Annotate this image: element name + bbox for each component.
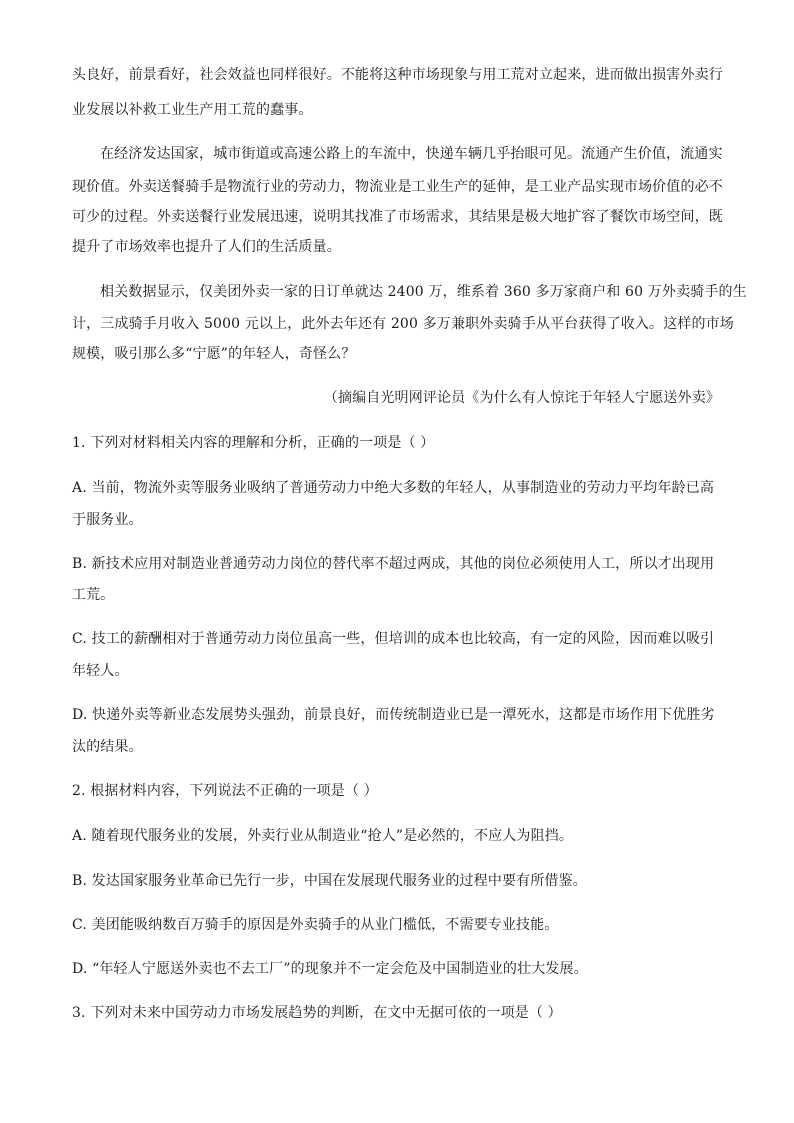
question-1-option-b-line-1: B. 新技术应用对制造业普通劳动力岗位的替代率不超过两成，其他的岗位必须使用人工，所以才出现用 bbox=[72, 556, 715, 572]
question-2-option-c: C. 美团能吸纳数百万骑手的原因是外卖骑手的从业门槛低，不需要专业技能。 bbox=[72, 917, 559, 933]
question-1-option-d-line-2: 汰的结果。 bbox=[72, 739, 143, 755]
paragraph-2-line-4: 提升了市场效率也提升了人们的生活质量。 bbox=[72, 239, 341, 255]
question-1-option-d-line-1: D. 快递外卖等新业态发展势头强劲，前景良好，而传统制造业已是一潭死水，这都是市场作用下优胜劣 bbox=[72, 707, 715, 723]
question-2-option-a: A. 随着现代服务业的发展，外卖行业从制造业“抢人”是必然的，不应人为阻挡。 bbox=[72, 828, 574, 844]
paragraph-3-line-3: 规模，吸引那么多“宁愿”的年轻人，奇怪么？ bbox=[72, 346, 356, 362]
paragraph-2-line-1: 在经济发达国家，城市街道或高速公路上的车流中，快递车辆几乎抬眼可见。流通产生价值，流通实 bbox=[100, 146, 723, 162]
question-1-option-a-line-1: A. 当前，物流外卖等服务业吸纳了普通劳动力中绝大多数的年轻人，从事制造业的劳动力平均年龄已高 bbox=[72, 480, 715, 496]
question-1-option-c-line-1: C. 技工的薪酬相对于普通劳动力岗位虽高一些，但培训的成本也比较高，有一定的风险，因而难以吸引 bbox=[72, 631, 715, 647]
question-2-stem: 2. 根据材料内容，下列说法不正确的一项是（ ） bbox=[72, 783, 378, 799]
question-2-option-b: B. 发达国家服务业革命已先行一步，中国在发展现代服务业的过程中要有所借鉴。 bbox=[72, 873, 587, 889]
paragraph-2-line-3: 可少的过程。外卖送餐行业发展迅速，说明其找准了市场需求，其结果是极大地扩容了餐饮市场空间，既 bbox=[72, 209, 723, 225]
question-1-option-a-line-2: 于服务业。 bbox=[72, 512, 143, 528]
paragraph-3-line-2: 计，三成骑手月收入 5000 元以上，此外去年还有 200 多万兼职外卖骑手从平台获得了收入。这样的市场 bbox=[72, 316, 734, 332]
question-2-option-d: D. “年轻人宁愿送外卖也不去工厂”的现象并不一定会危及中国制造业的壮大发展。 bbox=[72, 961, 588, 977]
question-1-option-b-line-2: 工荒。 bbox=[72, 587, 115, 603]
question-1-stem: 1. 下列对材料相关内容的理解和分析，正确的一项是（ ） bbox=[72, 435, 435, 451]
paragraph-3-line-1: 相关数据显示，仅美团外卖一家的日订单就达 2400 万，维系着 360 多万家商户和 60 万外卖骑手的生 bbox=[100, 284, 747, 300]
paragraph-2-line-2: 现价值。外卖送餐骑手是物流行业的劳动力，物流业是工业生产的延伸，是工业产品实现市场价值的必不 bbox=[72, 179, 723, 195]
question-1-option-c-line-2: 年轻人。 bbox=[72, 663, 129, 679]
paragraph-1-line-2: 业发展以补救工业生产用工荒的蠢事。 bbox=[72, 102, 313, 118]
paragraph-1-line-1: 头良好，前景看好，社会效益也同样很好。不能将这种市场现象与用工荒对立起来，进而做出损害外卖行 bbox=[72, 67, 723, 83]
source-citation: （摘编自光明网评论员《为什么有人惊诧于年轻人宁愿送外卖》 bbox=[323, 390, 720, 406]
question-3-stem: 3. 下列对未来中国劳动力市场发展趋势的判断，在文中无据可依的一项是（ ） bbox=[72, 1005, 562, 1021]
